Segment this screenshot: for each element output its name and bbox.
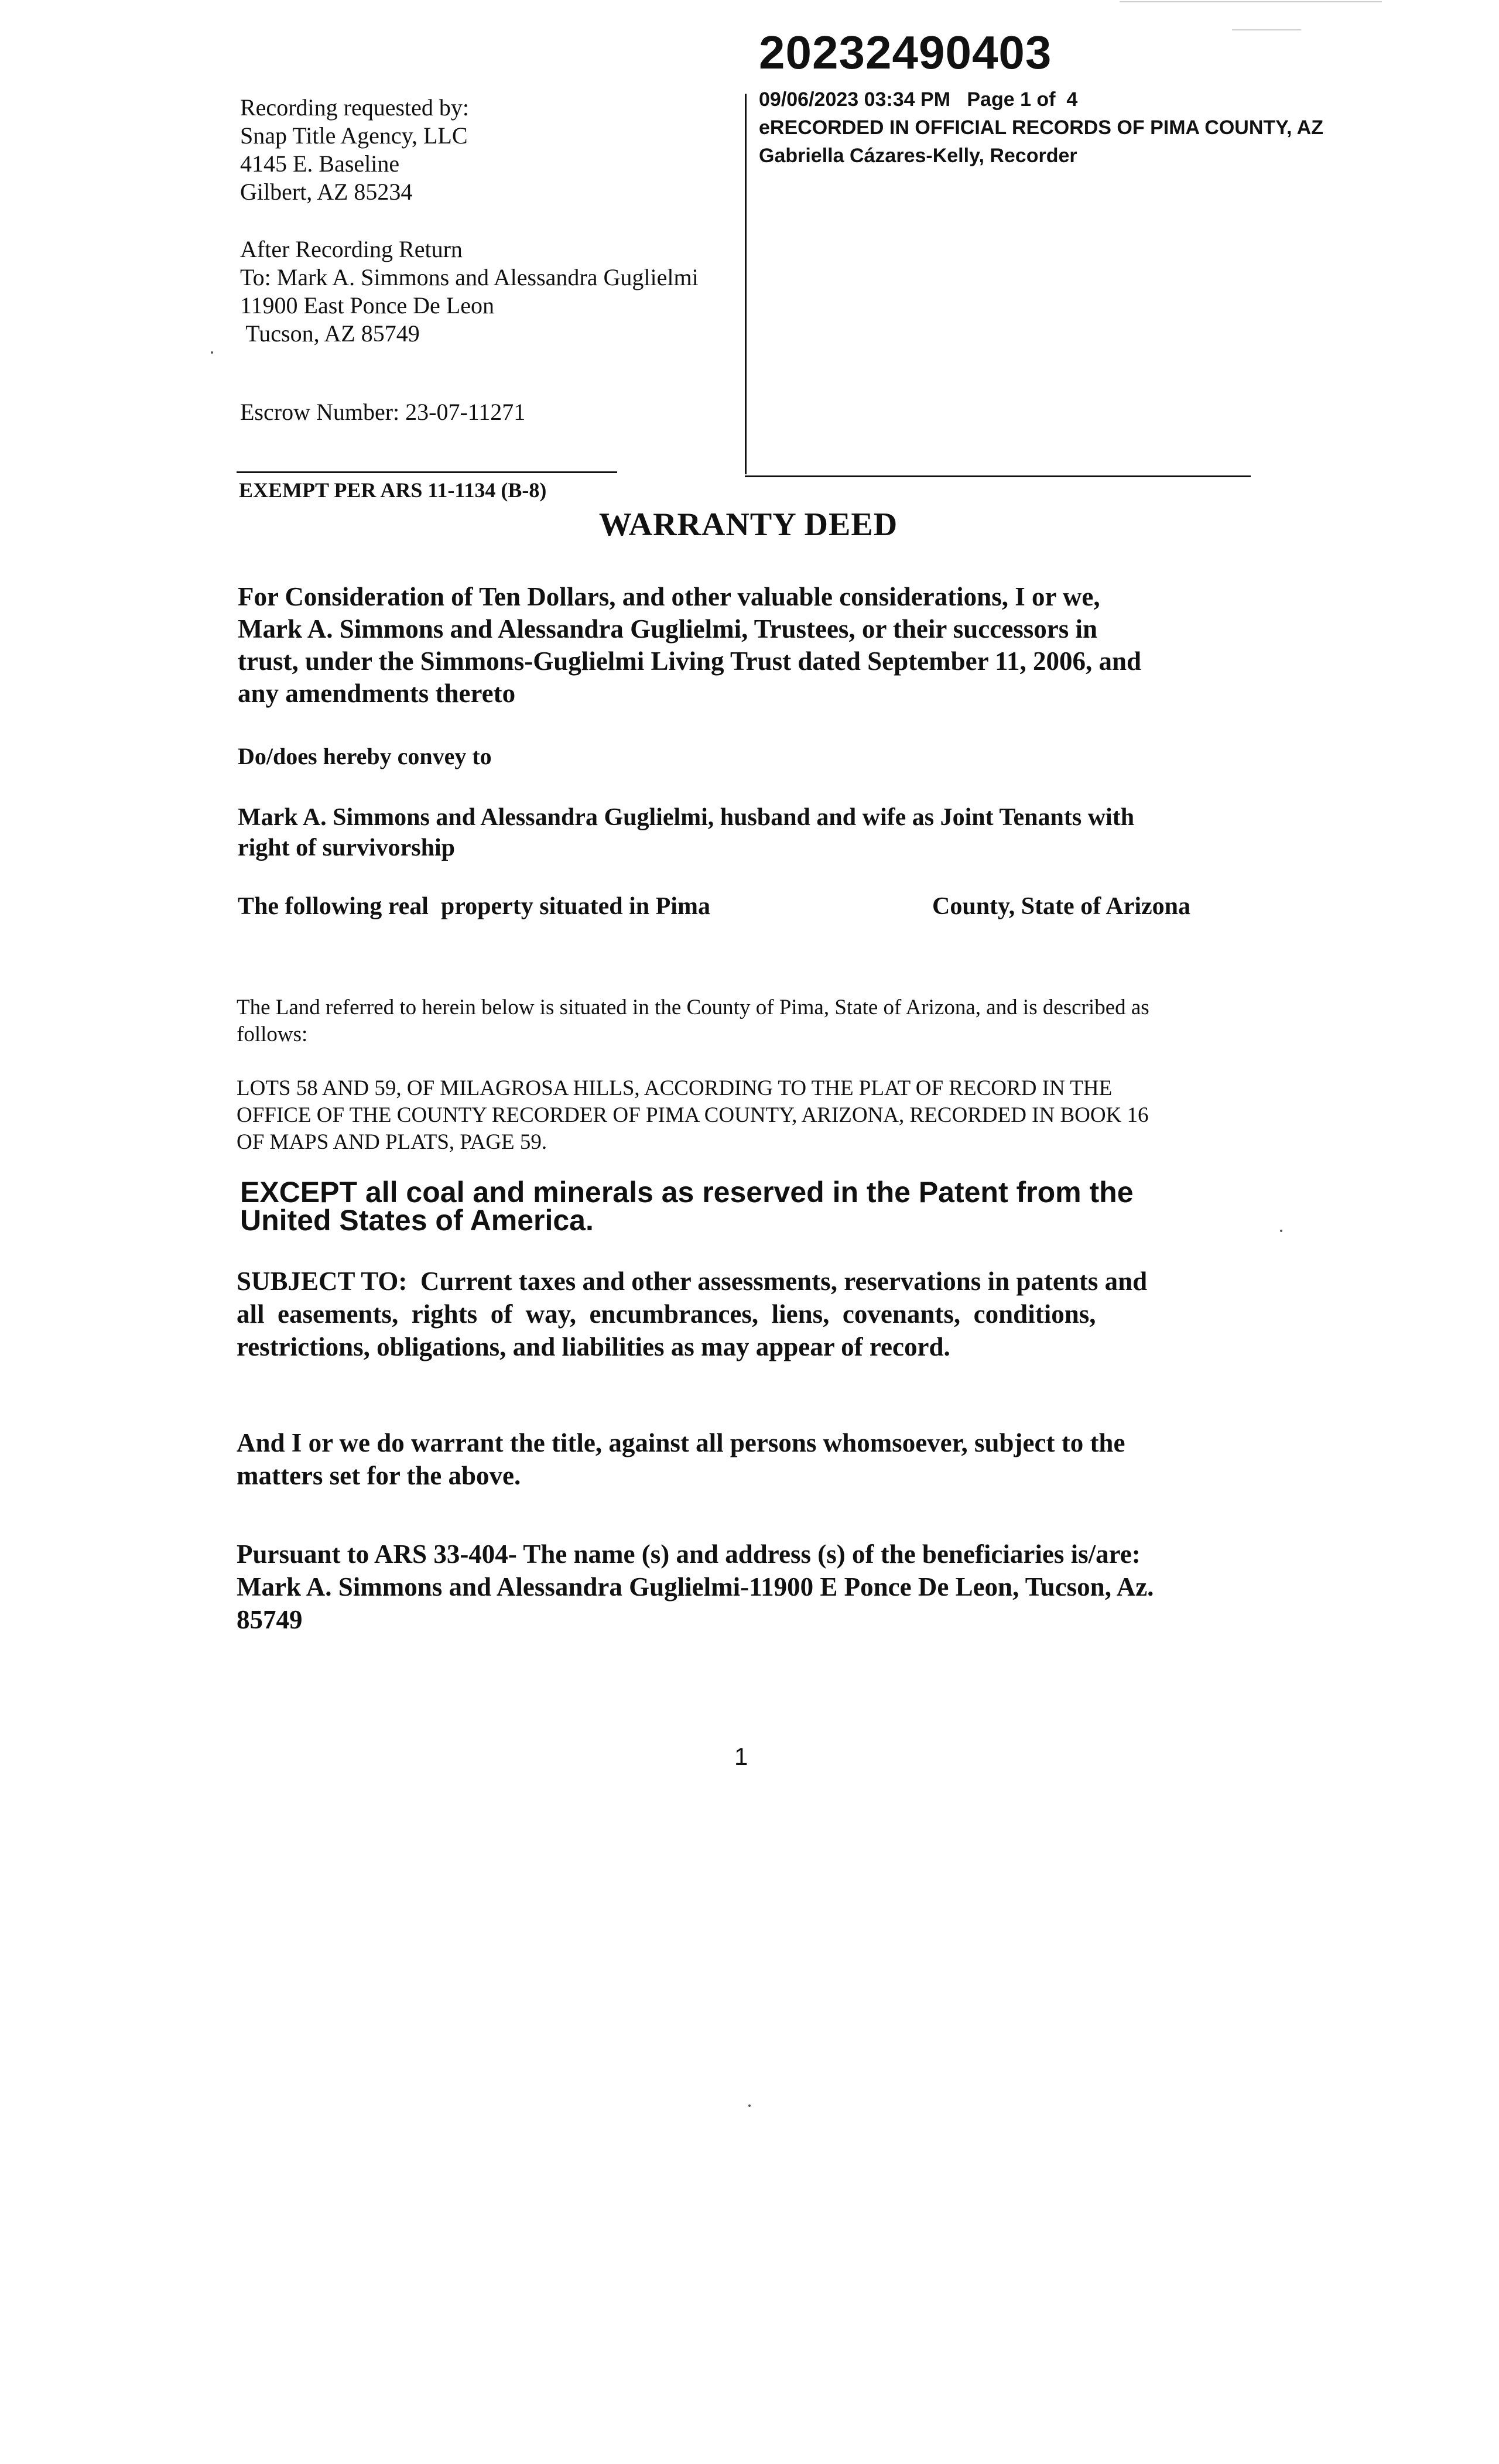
consideration-line: any amendments thereto <box>238 679 516 708</box>
recorder-name: Gabriella Cázares-Kelly, Recorder <box>759 145 1077 167</box>
scan-mark <box>1120 1 1382 2</box>
legal-description <box>237 1075 1149 1156</box>
legal-line: LOTS 58 AND 59, OF MILAGROSA HILLS, ACCORDING TO THE PLAT OF RECORD IN THE <box>237 1076 1113 1100</box>
page-number: 1 <box>734 1743 748 1770</box>
property-county-state: County, State of Arizona <box>932 893 1190 920</box>
legal-line: OF MAPS AND PLATS, PAGE 59. <box>237 1130 547 1154</box>
convey-statement: Do/does hereby convey to <box>238 743 492 769</box>
mineral-exception <box>240 1176 1134 1237</box>
property-situated-text: The following real property situated in Pima <box>238 893 710 920</box>
consideration-line: Mark A. Simmons and Alessandra Guglielmi, Trustees, or their successors in <box>238 614 1097 644</box>
land-intro-paragraph <box>237 994 1149 1048</box>
return-city: Tucson, AZ 85749 <box>240 320 420 347</box>
return-label: After Recording Return <box>240 236 463 262</box>
warranty-line: matters set for the above. <box>237 1461 521 1490</box>
consideration-line: For Consideration of Ten Dollars, and other valuable considerations, I or we, <box>238 582 1100 611</box>
title-text: WARRANTY DEED <box>598 507 898 543</box>
recorded-office: eRECORDED IN OFFICIAL RECORDS OF PIMA COUNTY, AZ <box>759 117 1324 139</box>
scan-speck <box>211 351 213 354</box>
exception-line: EXCEPT all coal and minerals as reserved in the Patent from the <box>240 1176 1134 1209</box>
exempt-statement: EXEMPT PER ARS 11-1134 (B-8) <box>239 478 547 502</box>
grantee-line: Mark A. Simmons and Alessandra Guglielmi, husband and wife as Joint Tenants with <box>238 804 1135 831</box>
legal-line: OFFICE OF THE COUNTY RECORDER OF PIMA COUNTY, ARIZONA, RECORDED IN BOOK 16 <box>237 1103 1149 1127</box>
beneficiaries-paragraph <box>237 1538 1154 1636</box>
recording-requested-label: Recording requested by: <box>240 94 469 121</box>
recorded-date-page: 09/06/2023 03:34 PM Page 1 of 4 <box>759 88 1078 111</box>
document-number: 20232490403 <box>759 26 1052 78</box>
consideration-line: trust, under the Simmons-Guglielmi Living Trust dated September 11, 2006, and <box>238 646 1142 676</box>
scan-speck <box>1280 1230 1282 1232</box>
requester-name: Snap Title Agency, LLC <box>240 122 468 149</box>
exception-line: United States of America. <box>240 1204 594 1237</box>
requester-street: 4145 E. Baseline <box>240 150 400 177</box>
subject-line: all easements, rights of way, encumbrances, liens, covenants, conditions, <box>237 1299 1096 1329</box>
subject-to-paragraph <box>237 1265 1147 1363</box>
header-horizontal-divider-left <box>237 471 617 473</box>
return-street: 11900 East Ponce De Leon <box>240 292 494 319</box>
land-intro-line: follows: <box>237 1022 308 1046</box>
warranty-paragraph <box>237 1426 1125 1492</box>
scan-mark <box>1232 29 1301 30</box>
beneficiaries-line: Mark A. Simmons and Alessandra Guglielmi-11900 E Ponce De Leon, Tucson, Az. <box>237 1572 1154 1601</box>
warranty-line: And I or we do warrant the title, against all persons whomsoever, subject to the <box>237 1428 1125 1457</box>
header-vertical-divider <box>745 94 747 474</box>
page-title <box>0 506 1499 543</box>
recording-requested-block <box>240 94 469 206</box>
escrow-number: Escrow Number: 23-07-11271 <box>240 399 526 425</box>
scan-speck <box>748 2104 751 2107</box>
grantee-paragraph <box>238 802 1134 863</box>
subject-line: restrictions, obligations, and liabilities as may appear of record. <box>237 1332 950 1361</box>
after-recording-return-block <box>240 235 699 348</box>
grantee-line: right of survivorship <box>238 834 456 861</box>
beneficiaries-line: Pursuant to ARS 33-404- The name (s) and address (s) of the beneficiaries is/are: <box>237 1539 1141 1569</box>
return-to-names: To: Mark A. Simmons and Alessandra Guglielmi <box>240 264 699 290</box>
land-intro-line: The Land referred to herein below is situated in the County of Pima, State of Arizona, and is described as <box>237 995 1149 1019</box>
header-horizontal-divider-right <box>745 475 1251 477</box>
beneficiaries-line: 85749 <box>237 1605 303 1634</box>
requester-city: Gilbert, AZ 85234 <box>240 179 413 205</box>
subject-line: SUBJECT TO: Current taxes and other assessments, reservations in patents and <box>237 1267 1148 1296</box>
consideration-paragraph <box>238 581 1141 710</box>
recorder-info <box>759 85 1323 170</box>
